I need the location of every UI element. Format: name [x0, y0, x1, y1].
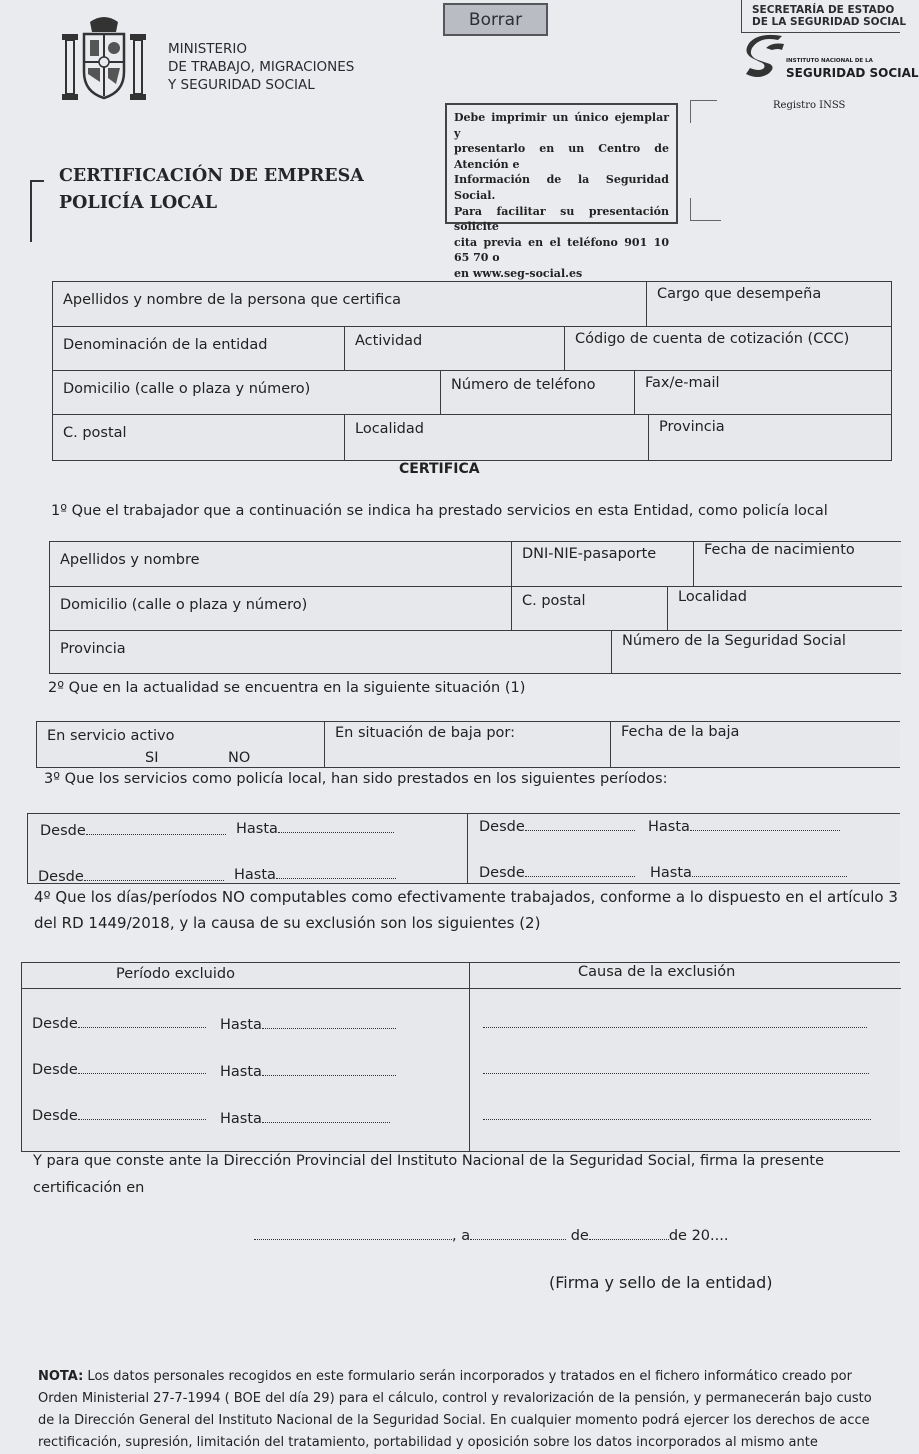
dotted-line — [278, 820, 394, 833]
ministry-name — [168, 40, 398, 94]
nota-line: Orden Ministerial 27-7-1994 ( BOE del día 29) para el cálculo, control y revalorización de la pensión, y permanecerán bajo custo — [38, 1391, 872, 1406]
excluido-desde[interactable] — [32, 1015, 206, 1032]
field-cargo[interactable]: Cargo que desempeña — [647, 282, 891, 327]
periodo-hasta[interactable] — [236, 820, 394, 837]
spain-coat-of-arms-icon — [58, 14, 150, 104]
punto-3: 3º Que los servicios como policía local, han sido prestados en los siguientes períodos: — [44, 771, 668, 787]
col-periodo-excluido: Período excluido — [22, 963, 470, 989]
punto-2: 2º Que en la actualidad se encuentra en la siguiente situación (1) — [48, 680, 526, 696]
field-nss[interactable]: Número de la Seguridad Social — [622, 633, 846, 649]
inss-small-text: INSTITUTO NACIONAL DE LA — [786, 58, 873, 64]
desde-label: Desde — [32, 1016, 78, 1032]
nota-line — [38, 1366, 908, 1388]
title-line: CERTIFICACIÓN DE EMPRESA — [59, 166, 364, 186]
certifica-heading: CERTIFICA — [399, 461, 480, 477]
field-telefono[interactable]: Número de teléfono — [441, 371, 635, 415]
excluido-causa[interactable] — [483, 1015, 867, 1032]
field-fax-email[interactable]: Fax/e-mail — [635, 371, 891, 415]
periodo-hasta[interactable] — [650, 864, 847, 881]
trabajador-section — [49, 541, 901, 674]
hasta-label: Hasta — [648, 819, 690, 835]
dotted-line — [78, 1107, 206, 1120]
punto-4-line: 4º Que los días/períodos NO computables como efectivamente trabajados, conforme a lo dispuesto en el artículo 3 — [34, 888, 898, 906]
nota-line: rectificación, supresión, limitación del tratamiento, portabilidad y oposición sobre los datos incorporados al mismo ante — [38, 1435, 818, 1450]
hasta-label: Hasta — [234, 867, 276, 883]
registro-corner — [690, 100, 717, 123]
field-cpostal-empresa[interactable]: C. postal — [53, 415, 345, 460]
dotted-line — [690, 818, 840, 831]
nota-block — [38, 1366, 908, 1454]
nota-line: de la Dirección General del Instituto Nacional de la Seguridad Social. En cualquier momento podrá ejercer los derechos de acce — [38, 1413, 870, 1428]
conste-line: certificación en — [33, 1180, 145, 1196]
servicio-activo-label: En servicio activo — [47, 728, 175, 744]
title-bracket — [30, 180, 44, 242]
notice-line: presentarlo en un Centro de Atención e — [454, 142, 669, 171]
hasta-label: Hasta — [220, 1017, 262, 1033]
hasta-label: Hasta — [236, 821, 278, 837]
notice-line: Para facilitar su presentación solicite — [454, 204, 669, 234]
excluido-desde[interactable] — [32, 1061, 206, 1078]
option-no[interactable]: NO — [228, 750, 251, 766]
option-si[interactable]: SI — [145, 750, 159, 766]
ministry-line: MINISTERIO — [168, 41, 248, 57]
excluido-desde[interactable] — [32, 1107, 206, 1124]
excluidos-section — [21, 962, 900, 1152]
excluido-hasta[interactable] — [220, 1016, 396, 1033]
notice-line: Debe imprimir un único ejemplar y — [454, 111, 669, 140]
dotted-line — [78, 1015, 206, 1028]
dotted-line — [262, 1110, 390, 1123]
fecha-de-year: de 20.... — [668, 1228, 729, 1244]
field-ccc[interactable]: Código de cuenta de cotización (CCC) — [565, 327, 891, 371]
inss-logo-icon — [742, 34, 790, 84]
nota-text: Los datos personales recogidos en este formulario serán incorporados y tratados en el fichero informático creado por — [83, 1369, 852, 1384]
dotted-line — [276, 866, 396, 879]
periodo-hasta[interactable] — [648, 818, 840, 835]
registro-inss-label: Registro INSS — [773, 100, 846, 111]
excluido-causa[interactable] — [483, 1061, 869, 1078]
field-servicio-activo[interactable] — [37, 722, 325, 767]
periodo-desde[interactable] — [40, 822, 226, 839]
desde-label: Desde — [40, 823, 86, 839]
excluido-causa[interactable] — [483, 1107, 871, 1124]
hasta-label: Hasta — [220, 1111, 262, 1127]
title-line: POLICÍA LOCAL — [59, 193, 218, 213]
dotted-line — [525, 864, 635, 877]
field-apellidos-certifica[interactable]: Apellidos y nombre de la persona que certifica — [53, 282, 647, 327]
field-fecha-nacimiento[interactable]: Fecha de nacimiento — [694, 542, 902, 587]
mes-dotted — [589, 1227, 669, 1240]
periodo-desde[interactable] — [479, 864, 635, 881]
periodo-hasta[interactable] — [234, 866, 396, 883]
field-localidad-trabajador[interactable]: Localidad — [668, 587, 902, 631]
periodo-desde[interactable] — [479, 818, 635, 835]
desde-label: Desde — [479, 819, 525, 835]
secretaria-line: SECRETARÍA DE ESTADO — [752, 4, 895, 16]
fecha-a: , a — [452, 1228, 471, 1244]
fecha-de: de — [570, 1228, 589, 1244]
empresa-section — [52, 281, 892, 461]
field-actividad[interactable]: Actividad — [345, 327, 565, 371]
print-notice — [445, 103, 678, 280]
field-localidad-empresa[interactable]: Localidad — [345, 415, 649, 460]
periodos-section — [27, 813, 900, 884]
col-causa-exclusion: Causa de la exclusión — [470, 963, 901, 989]
dotted-line — [483, 1107, 871, 1120]
dotted-line — [483, 1015, 867, 1028]
dotted-line — [84, 868, 224, 881]
notice-line: cita previa en el teléfono 901 10 65 70 o — [454, 235, 669, 265]
periodo-desde[interactable] — [38, 868, 224, 885]
notice-line: en www.seg-social.es — [454, 266, 583, 280]
desde-label: Desde — [479, 865, 525, 881]
punto-1: 1º Que el trabajador que a continuación se indica ha prestado servicios en esta Entidad, como policía local — [51, 503, 828, 519]
dia-dotted — [470, 1227, 566, 1240]
dotted-line — [262, 1016, 396, 1029]
excluido-hasta[interactable] — [220, 1110, 390, 1127]
document-title — [59, 163, 364, 217]
hasta-label: Hasta — [220, 1064, 262, 1080]
field-apellidos-trabajador[interactable]: Apellidos y nombre — [50, 542, 512, 587]
field-domicilio-empresa[interactable]: Domicilio (calle o plaza y número) — [53, 371, 441, 415]
nota-label: NOTA: — [38, 1369, 84, 1384]
dotted-line — [483, 1061, 869, 1074]
situacion-section — [36, 721, 900, 768]
desde-label: Desde — [32, 1062, 78, 1078]
ministry-line: Y SEGURIDAD SOCIAL — [168, 77, 315, 93]
dotted-line — [525, 818, 635, 831]
hasta-label: Hasta — [650, 865, 692, 881]
desde-label: Desde — [32, 1108, 78, 1124]
inss-name: SEGURIDAD SOCIAL — [786, 66, 919, 80]
field-provincia-trabajador[interactable]: Provincia — [50, 631, 612, 673]
field-fecha-baja[interactable]: Fecha de la baja — [621, 724, 740, 740]
excluido-hasta[interactable] — [220, 1063, 396, 1080]
dotted-line — [692, 864, 847, 877]
field-situacion-baja[interactable]: En situación de baja por: — [325, 722, 611, 767]
field-dni[interactable]: DNI-NIE-pasaporte — [512, 542, 694, 587]
field-cpostal-trabajador[interactable]: C. postal — [512, 587, 668, 631]
dotted-line — [262, 1063, 396, 1076]
firma-label: (Firma y sello de la entidad) — [549, 1273, 773, 1292]
desde-label: Desde — [38, 869, 84, 885]
registro-corner — [690, 198, 721, 221]
conste-line: Y para que conste ante la Dirección Provincial del Instituto Nacional de la Seguridad Social, firma la presente — [33, 1153, 825, 1169]
field-domicilio-trabajador[interactable]: Domicilio (calle o plaza y número) — [50, 587, 512, 631]
ministry-line: DE TRABAJO, MIGRACIONES — [168, 59, 355, 75]
fecha-line[interactable] — [254, 1227, 728, 1244]
secretaria-text — [752, 4, 906, 28]
field-denominacion[interactable]: Denominación de la entidad — [53, 327, 345, 371]
secretaria-line: DE LA SEGURIDAD SOCIAL — [752, 16, 907, 28]
punto-4-line: del RD 1449/2018, y la causa de su exclusión son los siguientes (2) — [34, 914, 541, 932]
borrar-button[interactable]: Borrar — [443, 3, 548, 36]
field-provincia-empresa[interactable]: Provincia — [659, 419, 725, 435]
dotted-line — [78, 1061, 206, 1074]
dotted-line — [86, 822, 226, 835]
lugar-dotted — [254, 1227, 452, 1240]
notice-line: Información de la Seguridad Social. — [454, 173, 669, 202]
